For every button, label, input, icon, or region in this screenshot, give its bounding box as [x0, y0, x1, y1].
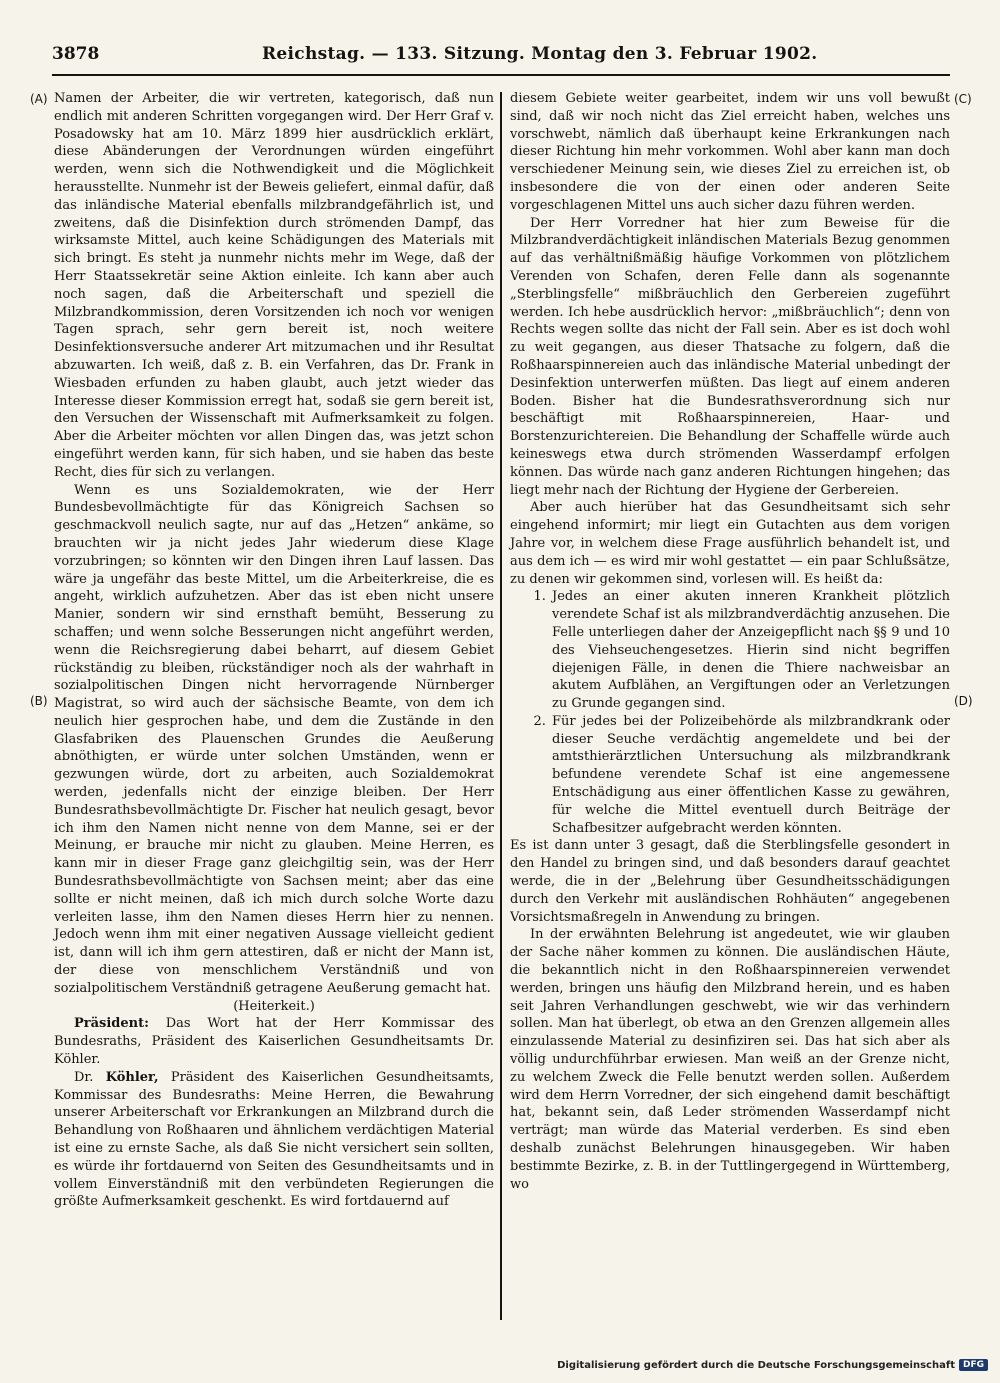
- koehler-speaker: Köhler,: [105, 1069, 159, 1085]
- heiterkeit-note: (Heiterkeit.): [233, 998, 315, 1014]
- right-paragraph-4: Es ist dann unter 3 gesagt, daß die Sterblingsfelle gesondert in den Handel zu bringen sind, und daß besonders darauf geachtet werde, die in der „Belehrung über Gesundheitsschädigungen durch den Verkehr mit ausländischen Rohhäuten“ angegebenen Vorsichtsmaßregeln in Anwendung zu bringen.: [510, 838, 950, 925]
- koehler-paragraph: [54, 1069, 494, 1211]
- margin-marker-b: (B): [30, 694, 48, 708]
- left-column: [54, 90, 494, 1211]
- president-text: Das Wort hat der Herr Kommissar des Bundesraths, Präsident des Kaiserlichen Gesundheitsamts Dr. Köhler.: [54, 1016, 494, 1068]
- right-paragraph-3: Aber auch hierüber hat das Gesundheitsamt sich sehr eingehend informirt; mir liegt ein Gutachten aus dem vorigen Jahre vor, in welchem diese Frage ausführlich behandelt ist, und aus dem ich — es wird mir wohl gestattet — ein paar Schlußsätze, zu denen wir gekommen sind, vorlesen will. Es heißt da:: [510, 500, 950, 587]
- list-item: 2. Für jedes bei der Polizeibehörde als milzbrandkrank oder dieser Seuche verdächtig angemeldete und bei der amtsthierärztlichen Untersuchung als milzbrandkrank befundene verendete Schaf ist eine angemessene Entschädigung aus einer öffentlichen Kasse zu gewähren, für welche die Mittel eventuell durch Beiträge der Schafbesitzer aufgebracht werden könnten.: [550, 713, 950, 838]
- list-item: 1. Jedes an einer akuten inneren Krankheit plötzlich verendete Schaf ist als milzbrandverdächtig anzusehen. Die Felle unterliegen daher der Anzeigepflicht nach §§ 9 und 10 des Viehseuchengesetzes. Hierin sind nicht begriffen diejenigen Fälle, in denen die Thiere nachweisbar an akutem Aufblähen, an Vergiftungen oder an Verletzungen zu Grunde gegangen sind.: [550, 588, 950, 713]
- margin-marker-c: (C): [954, 92, 972, 106]
- right-paragraph-5: In der erwähnten Belehrung ist angedeutet, wie wir glauben der Sache näher kommen zu können. Die ausländischen Häute, die bekanntlich nicht in den Roßhaarspinnereien verwendet werden, bringen uns häufig den Milzbrand herein, und es haben seit Jahren Verhandlungen geschwebt, wie wir das verhindern sollen. Man hat überlegt, ob etwa an den Grenzen allgemein alles einzulassende Material zu desinfiziren sei. Das hat sich aber als völlig undurchführbar erwiesen. Man weiß an der Grenze nicht, zu welchem Zweck die Felle benutzt werden sollen. Außerdem wird dem Herrn Vorredner, der sich eingehend damit beschäftigt hat, bekannt sein, daß Leder strömenden Wasserdampf nicht verträgt; man würde das Material verderben. Es sind eben deshalb zunächst Belehrungen hinausgegeben. Wir haben bestimmte Bezirke, z. B. in der Tuttlingergegend in Württemberg, wo: [510, 927, 950, 1192]
- koehler-text: Präsident des Kaiserlichen Gesundheitsamts, Kommissar des Bundesraths: Meine Herren, die Bewahrung unserer Arbeiterschaft vor Erkrankungen an Milzbrand durch die Behandlung von Roßhaaren und ähnlichem verdächtigen Material ist eine zu ernste Sache, als daß Sie nicht versichert sein sollten, es würde ihr fortdauernd von Seiten des Gesundheitsamts und in vollem Einverständniß mit den verbündeten Regierungen die größte Aufmerksamkeit geschenkt. Es wird fortdauernd auf: [54, 1069, 494, 1210]
- footer-text: Digitalisierung gefördert durch die Deutsche Forschungsgemeinschaft: [557, 1359, 955, 1371]
- margin-marker-a: (A): [30, 92, 48, 106]
- koehler-title: Dr.: [74, 1069, 106, 1085]
- president-paragraph: [54, 1015, 494, 1068]
- left-paragraph-1: Namen der Arbeiter, die wir vertreten, kategorisch, daß nun endlich mit anderen Schritten vorgegangen wird. Der Herr Graf v. Posadowsky hat am 10. März 1899 hier ausdrücklich erklärt, diese Abänderungen der Verordnungen würden eingeführt werden, wenn sich die Nothwendigkeit und die Möglichkeit herausstellte. Nunmehr ist der Beweis geliefert, einmal dafür, daß das inländische Material ebenfalls milzbrandgefährlich ist, und zweitens, daß die Disinfektion durch strömenden Dampf, das wirksamste Mittel, auch keine Schädigungen des Materials mit sich bringt. Es steht ja nunmehr nichts mehr im Wege, daß der Herr Staatssekretär seine Aktion einleite. Ich kann aber auch noch sagen, daß die Arbeiterschaft und speziell die Milzbrandkommission, deren Vorsitzenden ich noch vor wenigen Tagen sprach, sehr gern bereit ist, noch weitere Desinfektionsversuche anderer Art mitzumachen und ihr Resultat abzuwarten. Ich weiß, daß z. B. ein Verfahren, das Dr. Frank in Wiesbaden erfunden zu haben glaubt, auch jetzt wieder das Interesse dieser Kommission erregt hat, sodaß sie gern bereit ist, den Versuchen der Wissenschaft mit Aufmerksamkeit zu folgen. Aber die Arbeiter möchten vor allen Dingen das, was jetzt schon eingeführt werden kann, für sich haben, und sie haben das beste Recht, dies für sich zu verlangen.: [54, 91, 494, 480]
- right-paragraph-2: Der Herr Vorredner hat hier zum Beweise für die Milzbrandverdächtigkeit inländischen Materials Bezug genommen auf das verhältnißmäßig häufige Vorkommen von plötzlichem Verenden von Schafen, deren Felle dann als sogenannte „Sterblingsfelle“ mißbräuchlich den Gerbereien zugeführt werden. Ich hebe ausdrücklich hervor: „mißbräuchlich“; denn von Rechts wegen sollte das nicht der Fall sein. Aber es ist doch wohl zu weit gegangen, aus dieser Thatsache zu folgern, daß die Roßhaarspinnereien auch das inländische Material unbedingt der Desinfektion unterwerfen müßten. Das liegt auf einem anderen Boden. Bisher hat die Bundesrathsverordnung sich nur beschäftigt mit Roßhaarspinnereien, Haar- und Borstenzurichtereien. Die Behandlung der Schaffelle würde auch keineswegs etwa durch strömenden Wasserdampf erfolgen können. Das würde nach ganz anderen Richtungen hingehen; das liegt mehr nach der Richtung der Hygiene der Gerbereien.: [510, 215, 950, 498]
- digitization-footer: [557, 1359, 988, 1371]
- right-column: [510, 90, 950, 1193]
- page-number: 3878: [52, 44, 100, 64]
- president-speaker: Präsident:: [74, 1016, 149, 1032]
- margin-marker-d: (D): [954, 694, 973, 708]
- dfg-logo: DFG: [959, 1359, 988, 1371]
- right-paragraph-1: diesem Gebiete weiter gearbeitet, indem wir uns voll bewußt sind, daß wir noch nicht das Ziel erreicht haben, welches uns vorschwebt, nämlich daß überhaupt keine Erkrankungen nach dieser Richtung hin mehr vorkommen. Wohl aber kann man doch verschiedener Meinung sein, wie dieses Ziel zu erreichen ist, ob insbesondere die von der einen oder anderen Seite vorgeschlagenen Mittel uns auch sicher dazu führen werden.: [510, 91, 950, 213]
- left-paragraph-2: Wenn es uns Sozialdemokraten, wie der Herr Bundesbevollmächtigte für das Königreich Sachsen so geschmackvoll neulich sagte, nur auf das „Hetzen“ ankäme, so brauchten wir ja nicht jedes Jahr wiederum diese Klage vorzubringen; so könnten wir den Dingen ihren Lauf lassen. Das wäre ja ungefähr das beste Mittel, um die Arbeiterkreise, die es angeht, wirklich aufzuhetzen. Aber das ist eben nicht unsere Manier, sondern wir sind ernsthaft bemüht, Besserung zu schaffen; und wenn solche Besserungen nicht angeführt werden, wenn die Reichsregierung dabei beharrt, auf diesem Gebiet rückständig zu bleiben, rückständiger noch als der wahrhaft in sozialpolitischen Dingen nicht hervorragende Nürnberger Magistrat, so wird auch der sächsische Beamte, von dem ich neulich hier gesprochen habe, und dem die Zustände in den Glasfabriken des Plauenschen Grundes die Aeußerung abnöthigten, er würde unter solchen Umständen, wenn er gezwungen würde, dort zu arbeiten, auch Sozialdemokrat werden, jedenfalls nicht der einzige bleiben. Der Herr Bundesrathsbevollmächtigte Dr. Fischer hat neulich gesagt, bevor ich ihm den Namen nicht nenne von dem Manne, sei er der Meinung, er brauche mir nicht zu glauben. Meine Herren, es kann mir in dieser Frage ganz gleichgiltig sein, was der Herr Bundesrathsbevollmächtigte von Sachsen meint; aber das eine sollte er nicht meinen, daß ich mich durch solche Worte dazu verleiten lasse, ihm den Namen dieses Herrn hier zu nennen. Jedoch wenn ihm mit einer negativen Aussage vielleicht gedient ist, dann will ich ihm gern attestiren, daß er nicht der Mann ist, der diese von menschlichem Verständniß und von sozialpolitischem Verständniß getragene Aeußerung gemacht hat.: [54, 482, 494, 996]
- running-title: Reichstag. — 133. Sitzung. Montag den 3. Februar 1902.: [262, 44, 818, 64]
- quoted-conclusions-list: [510, 588, 950, 837]
- column-divider: [500, 92, 502, 1320]
- page-header: [52, 44, 950, 76]
